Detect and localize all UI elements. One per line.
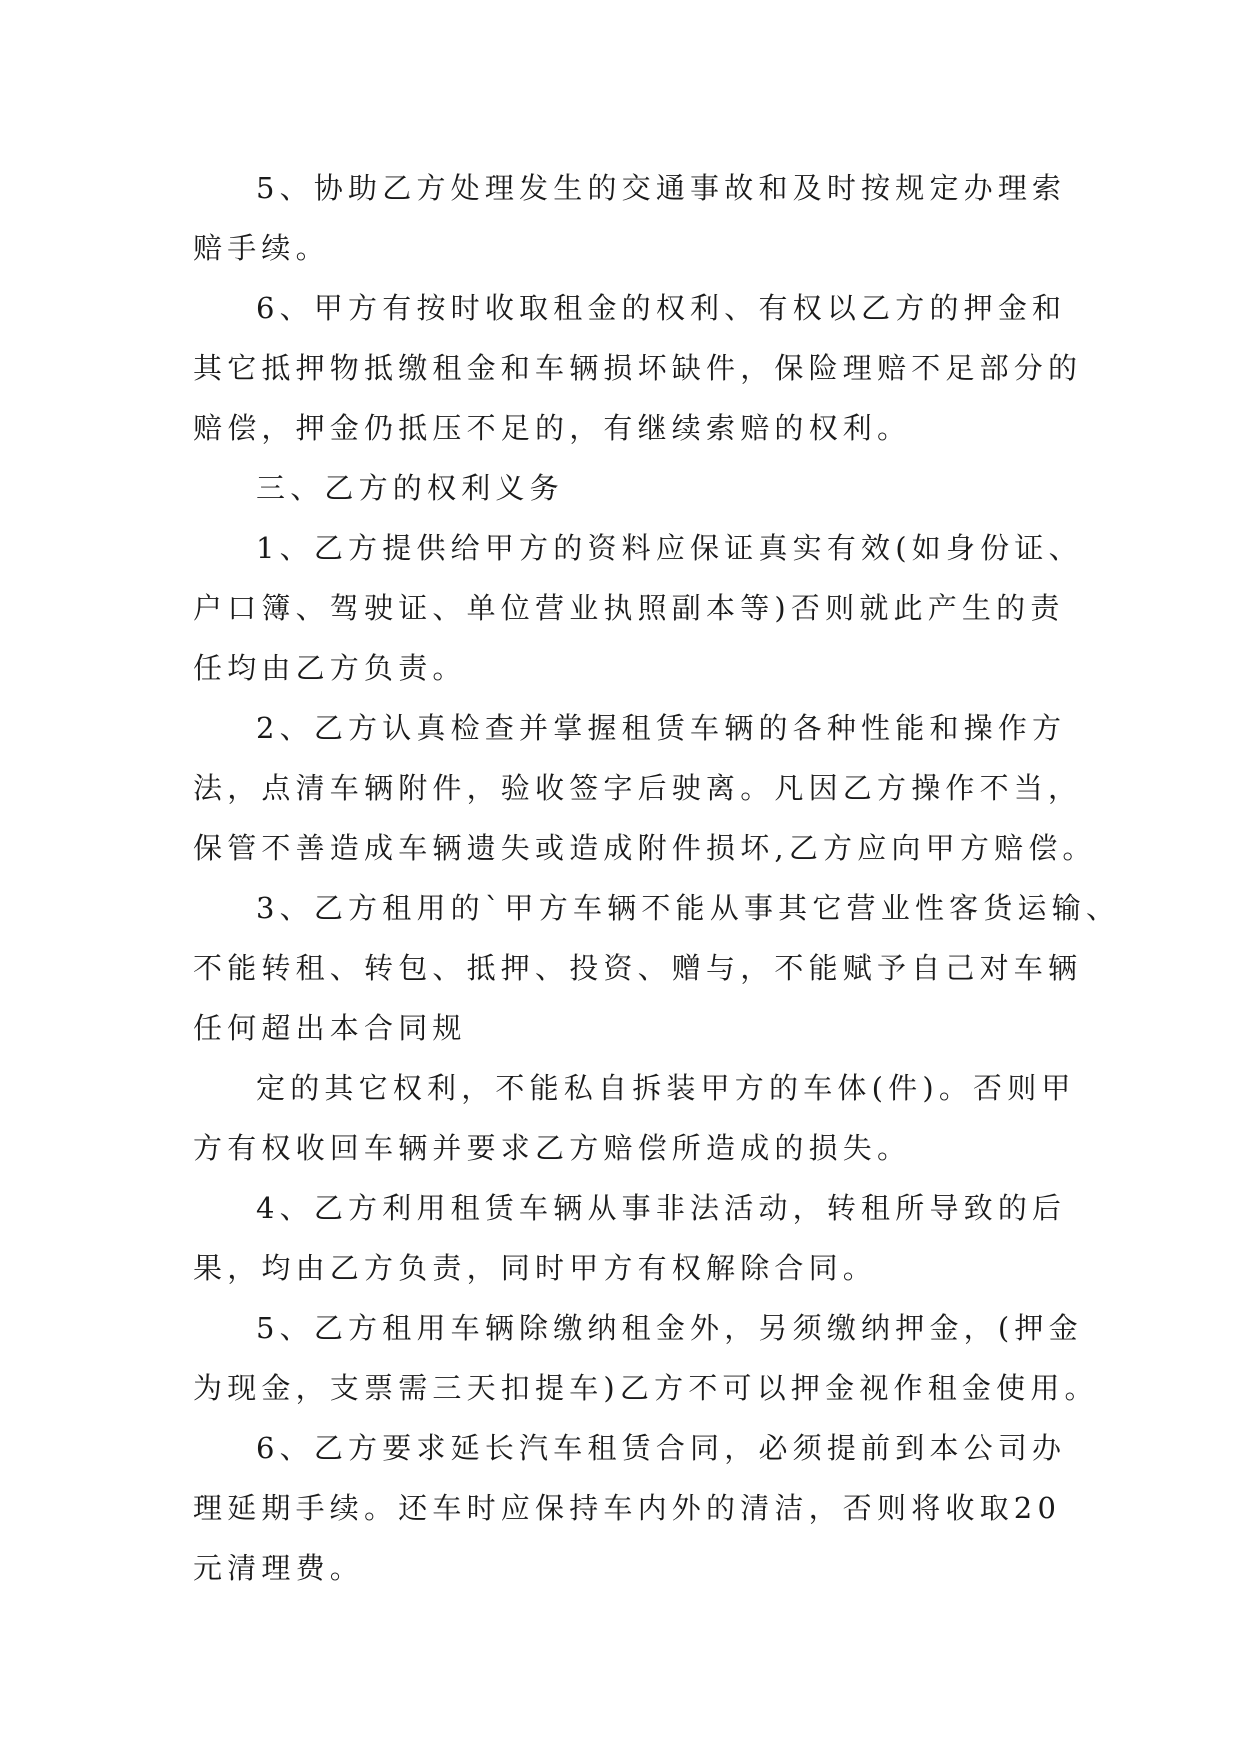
text-line: 6、甲方有按时收取租金的权利、有权以乙方的押金和 xyxy=(256,291,1067,325)
text-line: 5、协助乙方处理发生的交通事故和及时按规定办理索 xyxy=(256,171,1067,205)
text-line: 方有权收回车辆并要求乙方赔偿所造成的损失。 xyxy=(193,1131,912,1165)
text-line: 2、乙方认真检查并掌握租赁车辆的各种性能和操作方 xyxy=(256,711,1067,745)
text-line: 任均由乙方负责。 xyxy=(193,651,467,685)
document-body xyxy=(193,158,1121,1598)
text-line: 定的其它权利，不能私自拆装甲方的车体(件)。否则甲 xyxy=(256,1071,1076,1105)
text-line: 保管不善造成车辆遗失或造成附件损坏,乙方应向甲方赔偿。 xyxy=(193,831,1097,865)
text-line: 不能转租、转包、抵押、投资、赠与，不能赋予自己对车辆 xyxy=(193,951,1083,985)
clause-party-b-2 xyxy=(193,698,1097,878)
clause-party-b-4 xyxy=(193,1178,1073,1298)
text-line: 理延期手续。还车时应保持车内外的清洁，否则将收取20 xyxy=(193,1491,1062,1525)
text-line: 赔偿，押金仍抵压不足的，有继续索赔的权利。 xyxy=(193,411,912,445)
clause-party-b-3-continued xyxy=(193,1058,1076,1178)
text-line: 4、乙方利用租赁车辆从事非法活动，转租所导致的后 xyxy=(256,1191,1067,1225)
text-line: 法，点清车辆附件，验收签字后驶离。凡因乙方操作不当， xyxy=(193,771,1083,805)
text-line: 6、乙方要求延长汽车租赁合同，必须提前到本公司办 xyxy=(256,1431,1067,1465)
text-line: 3、乙方租用的`甲方车辆不能从事其它营业性客货运输、 xyxy=(256,891,1121,925)
clause-party-b-1 xyxy=(193,518,1083,698)
text-line: 果，均由乙方负责，同时甲方有权解除合同。 xyxy=(193,1251,878,1285)
clause-party-a-6 xyxy=(193,278,1083,458)
clause-party-b-6 xyxy=(193,1418,1073,1598)
text-line: 其它抵押物抵缴租金和车辆损坏缺件，保险理赔不足部分的 xyxy=(193,351,1083,385)
text-line: 元清理费。 xyxy=(193,1551,365,1585)
text-line: 任何超出本合同规 xyxy=(193,1011,467,1045)
text-line: 1、乙方提供给甲方的资料应保证真实有效(如身份证、 xyxy=(256,531,1083,565)
section-heading-party-b xyxy=(193,458,1073,518)
clause-party-a-5 xyxy=(193,158,1073,278)
clause-party-b-5 xyxy=(193,1298,1099,1418)
text-line: 户口簿、驾驶证、单位营业执照副本等)否则就此产生的责 xyxy=(193,591,1065,625)
clause-party-b-3 xyxy=(193,878,1121,1058)
text-line: 赔手续。 xyxy=(193,231,330,265)
text-line: 5、乙方租用车辆除缴纳租金外，另须缴纳押金，(押金 xyxy=(256,1311,1083,1345)
text-line: 为现金，支票需三天扣提车)乙方不可以押金视作租金使用。 xyxy=(193,1371,1099,1405)
section-heading: 三、乙方的权利义务 xyxy=(256,471,564,505)
